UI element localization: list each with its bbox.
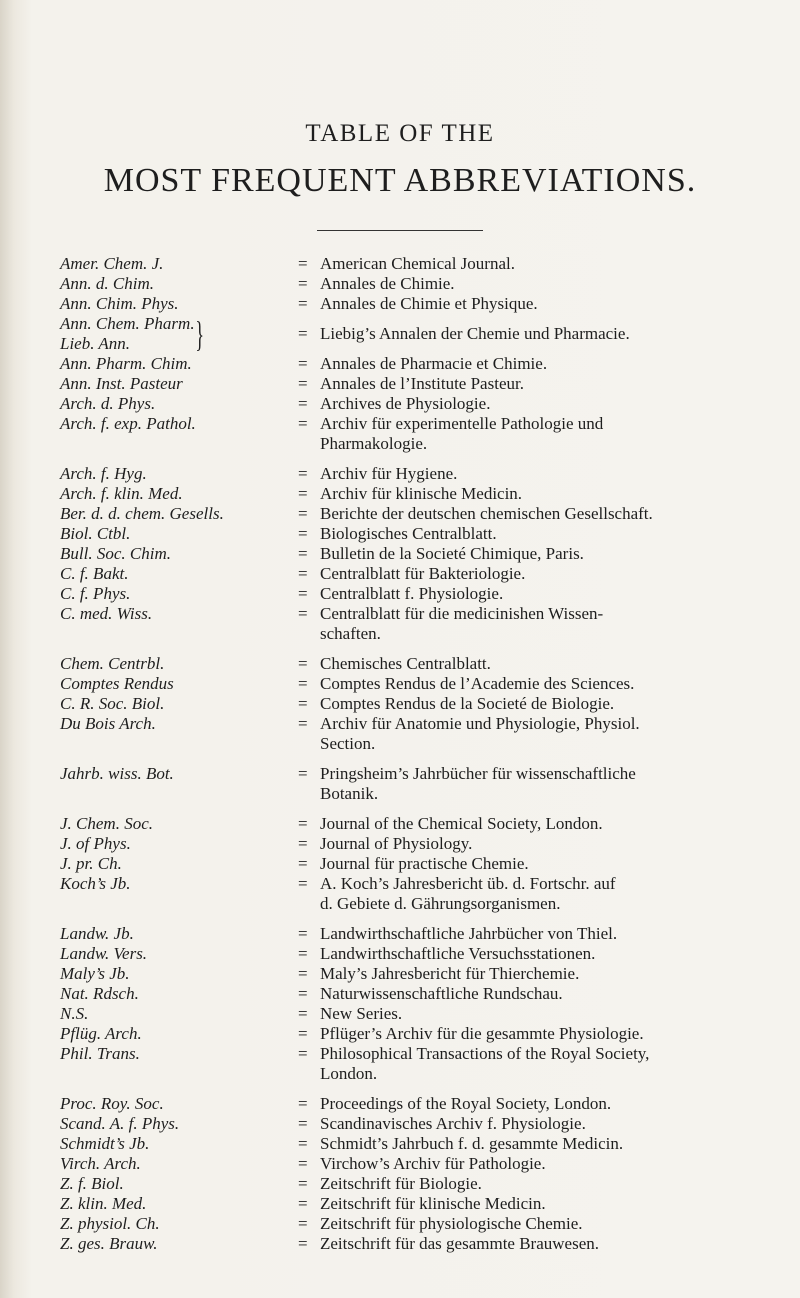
equals-sign: =	[298, 604, 308, 623]
full-title: Naturwissenschaftliche Rundschau.	[320, 984, 563, 1003]
abbreviation: Maly’s Jb.	[60, 964, 130, 983]
abbreviation: Amer. Chem. J.	[60, 254, 164, 273]
equals-sign: =	[298, 1114, 308, 1133]
heading-table-of-the: TABLE OF THE	[305, 120, 495, 147]
abbreviation: Arch. d. Phys.	[60, 394, 156, 413]
abbreviation: Du Bois Arch.	[60, 714, 156, 733]
list-item	[60, 1174, 780, 1194]
abbreviation: Bull. Soc. Chim.	[60, 544, 171, 563]
full-title-continuation: Pharmakologie.	[320, 434, 428, 453]
full-title: Bulletin de la Societé Chimique, Paris.	[320, 544, 584, 563]
full-title-line: Archiv für experimentelle Pathologie und	[320, 414, 604, 433]
equals-sign: =	[298, 394, 308, 413]
list-item	[60, 464, 780, 484]
equals-sign: =	[298, 324, 308, 343]
equals-sign: =	[298, 564, 308, 583]
full-title: Annales de Chimie.	[320, 274, 455, 293]
full-title: Landwirthschaftliche Jahrbücher von Thiel.	[320, 924, 618, 943]
list-item	[60, 1134, 780, 1154]
equals-sign: =	[298, 654, 308, 673]
equals-sign: =	[298, 1234, 308, 1253]
full-title-continuation: London.	[320, 1064, 378, 1083]
abbreviation: Koch’s Jb.	[60, 874, 131, 893]
abbreviation: C. f. Phys.	[60, 584, 131, 603]
list-item	[60, 1004, 780, 1024]
list-item	[60, 604, 780, 644]
right-brace-icon: }	[194, 314, 204, 354]
equals-sign: =	[298, 524, 308, 543]
abbreviation: Comptes Rendus	[60, 674, 174, 693]
abbreviation: Ann. Chem. Pharm.	[60, 314, 195, 333]
abbreviation: N.S.	[60, 1004, 89, 1023]
abbreviation: Ann. Chim. Phys.	[60, 294, 179, 313]
list-item	[60, 484, 780, 504]
abbreviation: Landw. Vers.	[60, 944, 148, 963]
full-title: Biologisches Centralblatt.	[320, 524, 497, 543]
divider-rule	[317, 230, 483, 231]
full-title	[320, 1044, 780, 1084]
list-item	[60, 374, 780, 394]
abbreviation: Arch. f. Hyg.	[60, 464, 147, 483]
full-title: Archiv für klinische Medicin.	[320, 484, 523, 503]
abbreviation: Lieb. Ann.	[60, 334, 131, 353]
equals-sign: =	[298, 274, 308, 293]
equals-sign: =	[298, 1214, 308, 1233]
abbreviation: Schmidt’s Jb.	[60, 1134, 150, 1153]
full-title	[320, 714, 780, 754]
equals-sign: =	[298, 944, 308, 963]
list-item	[60, 354, 780, 374]
full-title: New Series.	[320, 1004, 403, 1023]
equals-sign: =	[298, 874, 308, 893]
equals-sign: =	[298, 484, 308, 503]
abbreviation: Landw. Jb.	[60, 924, 134, 943]
equals-sign: =	[298, 1134, 308, 1153]
equals-sign: =	[298, 294, 308, 313]
full-title-continuation: Section.	[320, 734, 376, 753]
list-item	[60, 1114, 780, 1134]
abbreviation: Arch. f. klin. Med.	[60, 484, 183, 503]
full-title: American Chemical Journal.	[320, 254, 515, 273]
list-item	[60, 414, 780, 454]
equals-sign: =	[298, 984, 308, 1003]
list-item	[60, 544, 780, 564]
full-title: Berichte der deutschen chemischen Gesellschaft.	[320, 504, 653, 523]
equals-sign: =	[298, 584, 308, 603]
abbreviation: Virch. Arch.	[60, 1154, 141, 1173]
full-title: Annales de Chimie et Physique.	[320, 294, 538, 313]
list-item	[60, 874, 780, 914]
full-title: Comptes Rendus de la Societé de Biologie.	[320, 694, 615, 713]
abbreviation: J. of Phys.	[60, 834, 131, 853]
list-item	[60, 274, 780, 294]
list-item	[60, 294, 780, 314]
equals-sign: =	[298, 674, 308, 693]
list-item	[60, 834, 780, 854]
full-title: Zeitschrift für klinische Medicin.	[320, 1194, 546, 1213]
list-item	[60, 714, 780, 754]
list-item	[60, 1214, 780, 1234]
full-title: Journal of the Chemical Society, London.	[320, 814, 603, 833]
equals-sign: =	[298, 504, 308, 523]
list-item	[60, 964, 780, 984]
equals-sign: =	[298, 764, 308, 783]
abbreviation: Phil. Trans.	[60, 1044, 140, 1063]
full-title-line: A. Koch’s Jahresbericht üb. d. Fortschr. auf	[320, 874, 616, 893]
equals-sign: =	[298, 414, 308, 433]
list-item	[60, 1094, 780, 1114]
full-title: Zeitschrift für Biologie.	[320, 1174, 482, 1193]
abbreviation: Nat. Rdsch.	[60, 984, 139, 1003]
full-title: Centralblatt für Bakteriologie.	[320, 564, 526, 583]
list-item	[60, 254, 780, 274]
full-title-continuation: Botanik.	[320, 784, 379, 803]
list-item	[60, 584, 780, 604]
full-title-line: Pringsheim’s Jahrbücher für wissenschaftliche	[320, 764, 636, 783]
full-title-continuation: schaften.	[320, 624, 381, 643]
list-item	[60, 504, 780, 524]
abbreviation: Arch. f. exp. Pathol.	[60, 414, 196, 433]
list-item	[60, 394, 780, 414]
full-title: Scandinavisches Archiv f. Physiologie.	[320, 1114, 586, 1133]
equals-sign: =	[298, 464, 308, 483]
equals-sign: =	[298, 1194, 308, 1213]
full-title-line: Philosophical Transactions of the Royal Society,	[320, 1044, 650, 1063]
equals-sign: =	[298, 544, 308, 563]
abbreviation: Ann. d. Chim.	[60, 274, 154, 293]
list-item	[60, 1194, 780, 1214]
list-item	[60, 674, 780, 694]
abbreviation: C. R. Soc. Biol.	[60, 694, 165, 713]
list-item	[60, 1154, 780, 1174]
abbreviation: Z. physiol. Ch.	[60, 1214, 160, 1233]
full-title: Schmidt’s Jahrbuch f. d. gesammte Medicin.	[320, 1134, 624, 1153]
abbreviation: Pflüg. Arch.	[60, 1024, 142, 1043]
list-item	[60, 654, 780, 674]
full-title: Journal für practische Chemie.	[320, 854, 529, 873]
equals-sign: =	[298, 354, 308, 373]
equals-sign: =	[298, 694, 308, 713]
abbreviation: Scand. A. f. Phys.	[60, 1114, 180, 1133]
list-item	[60, 1044, 780, 1084]
full-title-line: Archiv für Anatomie und Physiologie, Physiol.	[320, 714, 640, 733]
abbreviation: Z. klin. Med.	[60, 1194, 147, 1213]
equals-sign: =	[298, 814, 308, 833]
full-title: Journal of Physiology.	[320, 834, 473, 853]
equals-sign: =	[298, 1154, 308, 1173]
abbreviation: C. f. Bakt.	[60, 564, 129, 583]
equals-sign: =	[298, 964, 308, 983]
list-item	[60, 1024, 780, 1044]
full-title-continuation: d. Gebiete d. Gährungsorganismen.	[320, 894, 561, 913]
equals-sign: =	[298, 1094, 308, 1113]
equals-sign: =	[298, 924, 308, 943]
equals-sign: =	[298, 1044, 308, 1063]
abbreviation-list	[60, 254, 780, 1254]
abbreviation: Ber. d. d. chem. Gesells.	[60, 504, 224, 523]
full-title	[320, 874, 780, 914]
full-title: Maly’s Jahresbericht für Thierchemie.	[320, 964, 580, 983]
abbreviation: Ann. Inst. Pasteur	[60, 374, 183, 393]
abbreviation: C. med. Wiss.	[60, 604, 153, 623]
abbreviation: Z. f. Biol.	[60, 1174, 124, 1193]
abbreviation: J. Chem. Soc.	[60, 814, 154, 833]
full-title: Annales de Pharmacie et Chimie.	[320, 354, 548, 373]
list-item	[60, 984, 780, 1004]
list-item	[60, 564, 780, 584]
list-item	[60, 814, 780, 834]
equals-sign: =	[298, 714, 308, 733]
full-title	[320, 604, 780, 644]
full-title: Zeitschrift für das gesammte Brauwesen.	[320, 1234, 599, 1253]
full-title: Comptes Rendus de l’Academie des Sciences.	[320, 674, 635, 693]
full-title-line: Centralblatt für die medicinishen Wissen-	[320, 604, 604, 623]
abbreviation: Proc. Roy. Soc.	[60, 1094, 164, 1113]
full-title: Liebig’s Annalen der Chemie und Pharmacie.	[320, 324, 630, 343]
abbreviation-group	[60, 314, 298, 354]
equals-sign: =	[298, 1024, 308, 1043]
list-item	[60, 944, 780, 964]
equals-sign: =	[298, 254, 308, 273]
equals-sign: =	[298, 1174, 308, 1193]
full-title: Pflüger’s Archiv für die gesammte Physiologie.	[320, 1024, 644, 1043]
full-title: Chemisches Centralblatt.	[320, 654, 491, 673]
abbreviation: Biol. Ctbl.	[60, 524, 131, 543]
full-title: Landwirthschaftliche Versuchsstationen.	[320, 944, 596, 963]
abbreviation: Ann. Pharm. Chim.	[60, 354, 192, 373]
equals-sign: =	[298, 374, 308, 393]
list-item	[60, 694, 780, 714]
list-item	[60, 314, 780, 354]
full-title	[320, 764, 780, 804]
abbreviation: J. pr. Ch.	[60, 854, 122, 873]
full-title	[320, 414, 780, 454]
equals-sign: =	[298, 834, 308, 853]
abbreviation: Jahrb. wiss. Bot.	[60, 764, 174, 783]
abbreviation: Chem. Centrbl.	[60, 654, 165, 673]
abbreviation: Z. ges. Brauw.	[60, 1234, 158, 1253]
full-title: Archiv für Hygiene.	[320, 464, 458, 483]
full-title: Zeitschrift für physiologische Chemie.	[320, 1214, 583, 1233]
equals-sign: =	[298, 854, 308, 873]
list-item	[60, 1234, 780, 1254]
list-item	[60, 524, 780, 544]
full-title: Archives de Physiologie.	[320, 394, 491, 413]
list-item	[60, 764, 780, 804]
list-item	[60, 924, 780, 944]
full-title: Centralblatt f. Physiologie.	[320, 584, 504, 603]
heading-abbreviations: MOST FREQUENT ABBREVIATIONS.	[103, 162, 697, 199]
full-title: Proceedings of the Royal Society, London.	[320, 1094, 612, 1113]
full-title: Annales de l’Institute Pasteur.	[320, 374, 524, 393]
full-title: Virchow’s Archiv für Pathologie.	[320, 1154, 546, 1173]
list-item	[60, 854, 780, 874]
equals-sign: =	[298, 1004, 308, 1023]
